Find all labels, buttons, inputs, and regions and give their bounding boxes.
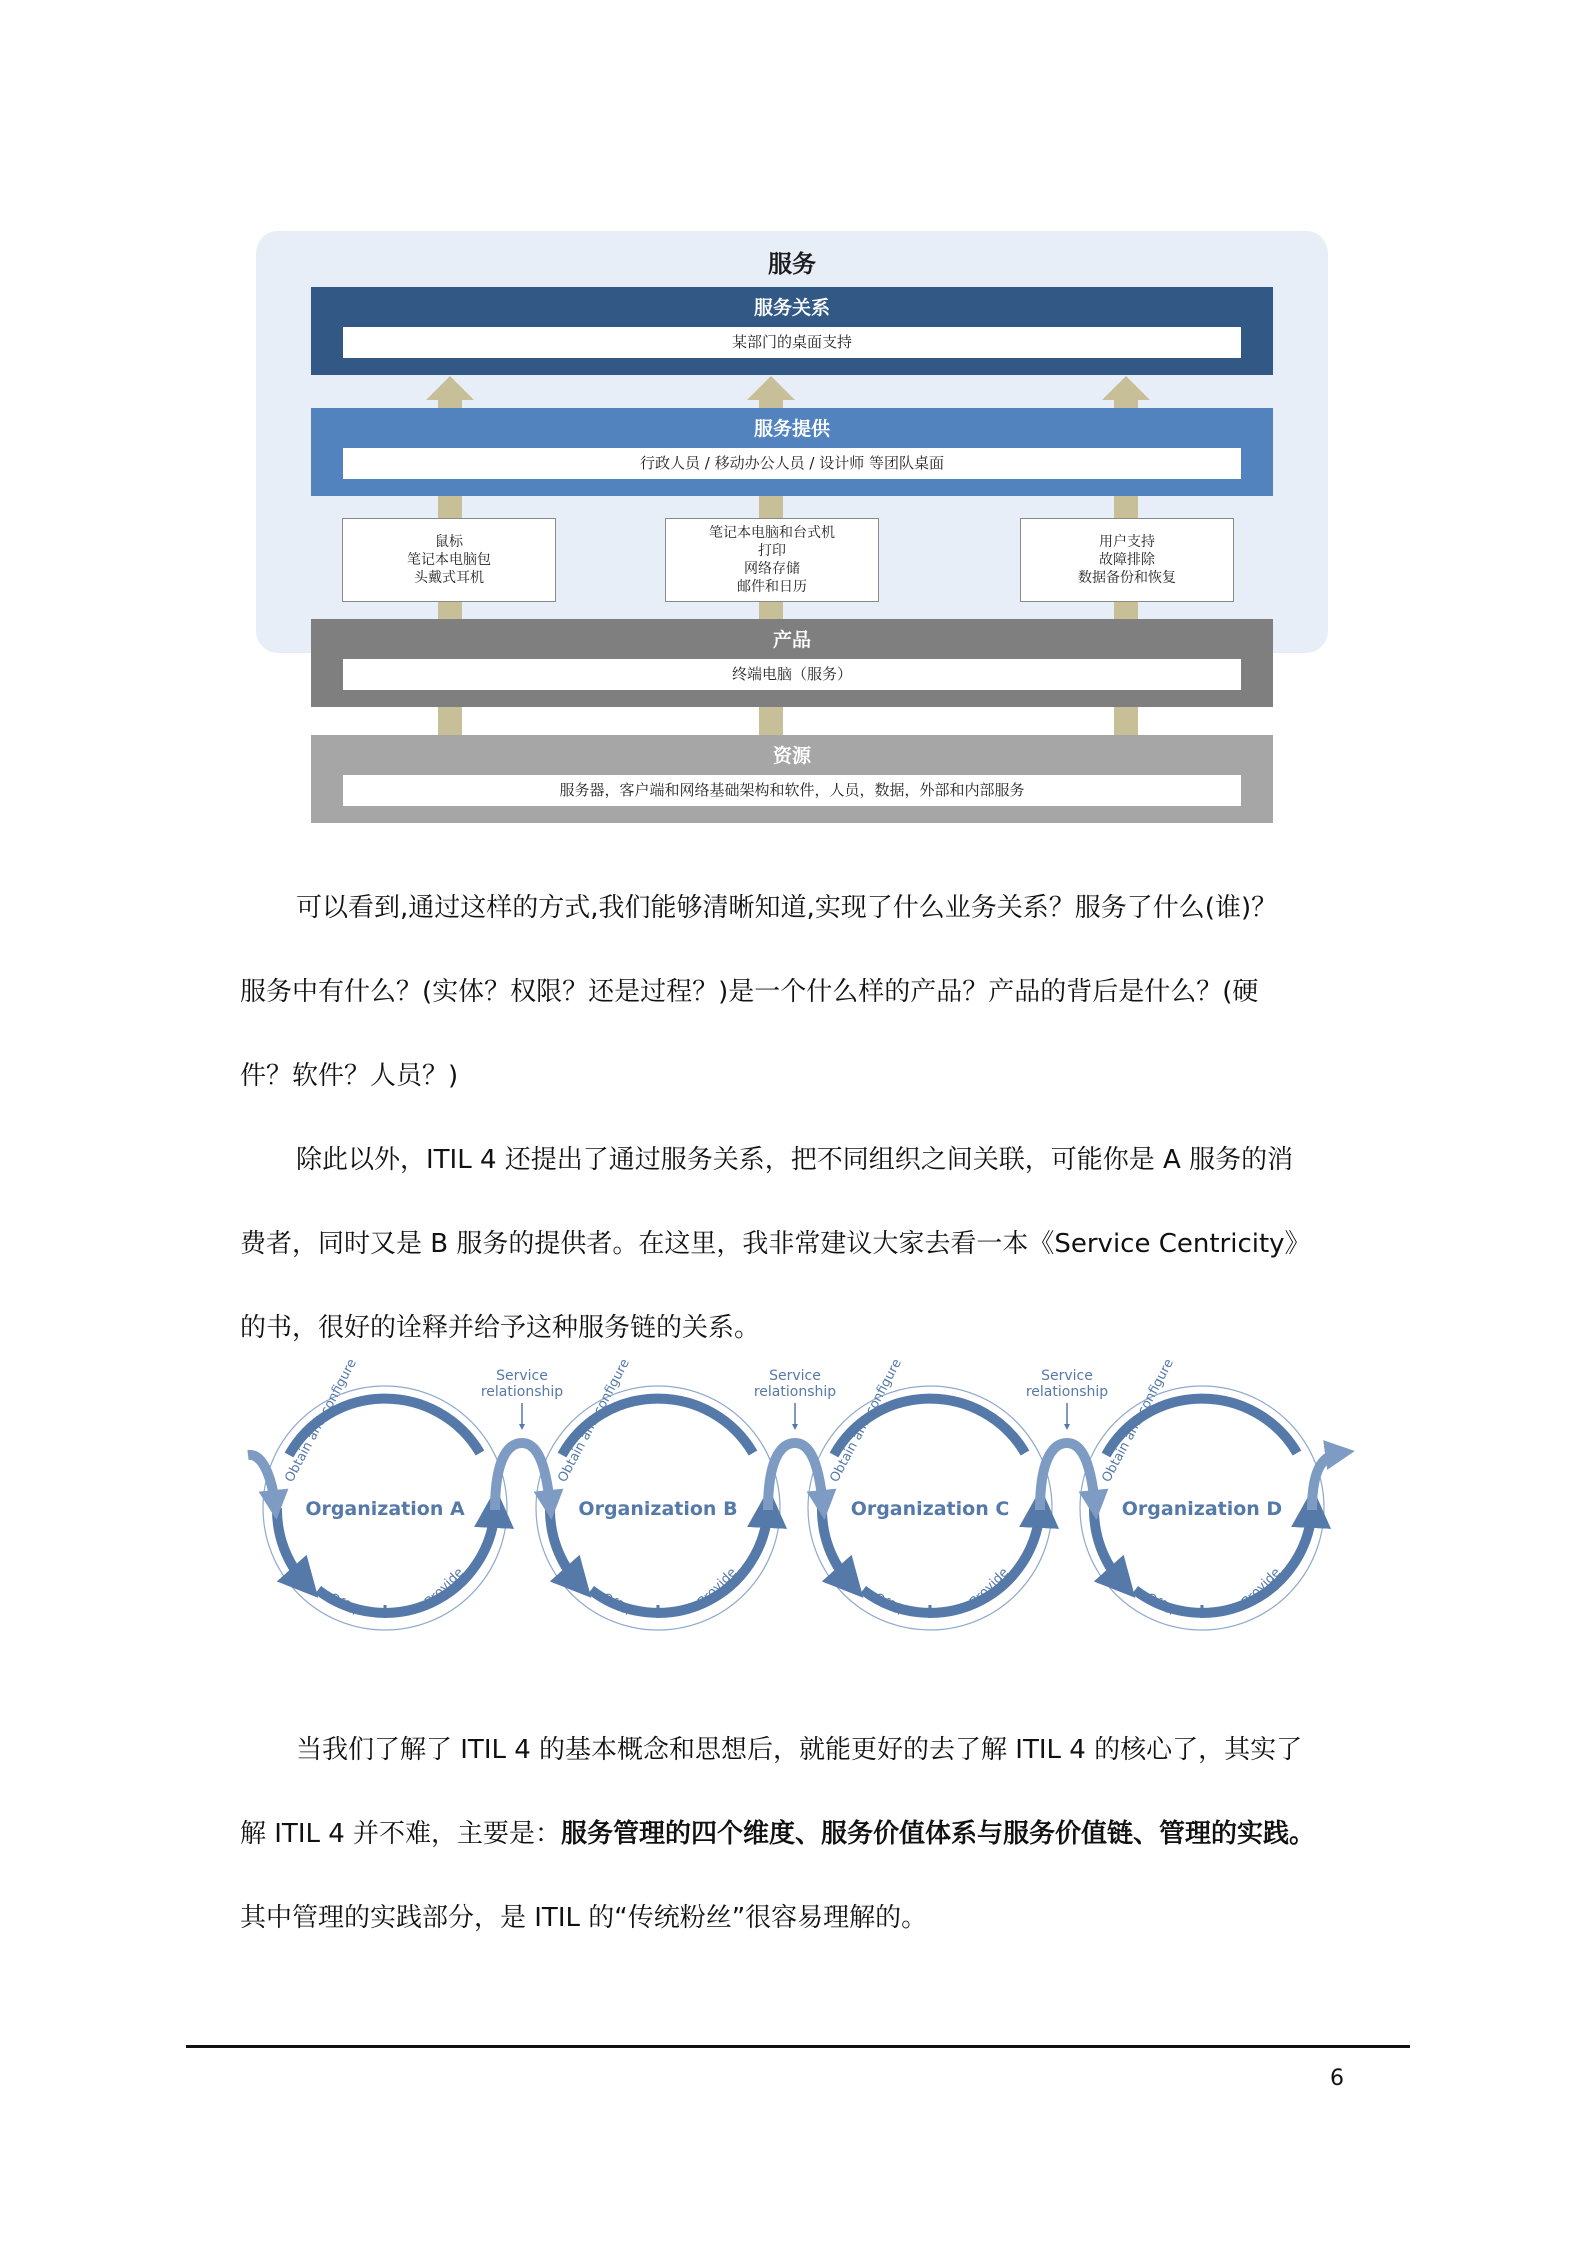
arc-label-offer: Offer xyxy=(1143,1590,1179,1620)
page-number: 6 xyxy=(1330,2066,1344,2091)
service-relationship-label: Service xyxy=(1041,1368,1093,1384)
service-relationship-label: Service xyxy=(496,1368,548,1384)
layer-title: 服务关系 xyxy=(753,297,830,319)
paragraph-3-line-2 xyxy=(240,1819,1352,1849)
paragraph-1-line-1: 可以看到,通过这样的方式,我们能够清晰知道,实现了什么业务关系？服务了什么(谁)？ xyxy=(296,893,1278,923)
layer-title: 资源 xyxy=(772,745,811,767)
layer-content: 行政人员 / 移动办公人员 / 设计师 等团队桌面 xyxy=(343,448,1241,479)
arc-label-provide: Provide xyxy=(695,1565,740,1610)
service-relationship-label: relationship xyxy=(480,1384,564,1400)
arrow-shaft xyxy=(438,399,462,408)
arrow-shaft xyxy=(759,399,783,408)
layer-product xyxy=(311,619,1273,707)
service-relationship-label: relationship xyxy=(1025,1384,1109,1400)
service-diagram-title: 服务 xyxy=(768,250,816,278)
layer-content: 某部门的桌面支持 xyxy=(343,327,1241,358)
arc-label-offer: Offer xyxy=(326,1590,362,1620)
footer-divider xyxy=(186,2045,1410,2048)
arc-label-obtain: Obtain and configure xyxy=(555,1356,633,1485)
item-box-support xyxy=(1020,518,1234,602)
layer-content: 服务器，客户端和网络基础架构和软件，人员，数据，外部和内部服务 xyxy=(343,775,1241,806)
arc-label-provide: Provide xyxy=(422,1565,467,1610)
up-arrow-icon xyxy=(747,376,795,400)
layer-service-relationship xyxy=(311,287,1273,375)
paragraph-2-line-3: 的书，很好的诠释并给予这种服务链的关系。 xyxy=(240,1313,761,1343)
arc-label-offer: Offer xyxy=(599,1590,635,1620)
service-relationship-label: relationship xyxy=(753,1384,837,1400)
item-line: 头戴式耳机 xyxy=(414,570,484,586)
item-line: 打印 xyxy=(758,543,786,559)
item-box-devices xyxy=(665,518,879,602)
layer-resources xyxy=(311,735,1273,823)
item-line: 网络存储 xyxy=(744,561,800,577)
outgoing-arc xyxy=(1312,1453,1340,1510)
service-relationship-label: Service xyxy=(769,1368,821,1384)
arrow-shaft xyxy=(1114,399,1138,408)
arrow-shaft xyxy=(759,706,783,736)
service-chain-diagram xyxy=(240,1355,1380,1655)
layer-content: 终端电脑（服务） xyxy=(343,659,1241,690)
item-line: 邮件和日历 xyxy=(737,579,807,595)
key-concepts-bold: 服务管理的四个维度、服务价值体系与服务价值链、管理的实践。 xyxy=(561,1819,1316,1849)
paragraph-1-line-2: 服务中有什么？(实体？权限？还是过程？)是一个什么样的产品？产品的背后是什么？(硬 xyxy=(240,977,1259,1007)
arc-label-provide: Provide xyxy=(1239,1565,1284,1610)
layer-title: 产品 xyxy=(772,629,811,651)
item-line: 用户支持 xyxy=(1099,534,1155,550)
arc-label-offer: Offer xyxy=(871,1590,907,1620)
paragraph-1-line-3: 件？软件？人员？) xyxy=(240,1061,459,1091)
up-arrow-icon xyxy=(426,376,474,400)
org-label-b: Organization B xyxy=(578,1498,738,1520)
arc-label-obtain: Obtain and configure xyxy=(1099,1356,1177,1485)
item-line: 鼠标 xyxy=(435,534,463,550)
arc-label-obtain: Obtain and configure xyxy=(827,1356,905,1485)
paragraph-3-line-2-prefix: 解 ITIL 4 并不难，主要是： xyxy=(240,1819,562,1849)
layer-service-provision xyxy=(311,408,1273,496)
item-line: 笔记本电脑包 xyxy=(407,552,491,568)
item-line: 笔记本电脑和台式机 xyxy=(709,525,835,541)
incoming-arc xyxy=(248,1455,275,1505)
org-label-c: Organization C xyxy=(850,1498,1010,1520)
item-line: 数据备份和恢复 xyxy=(1078,570,1176,586)
org-label-a: Organization A xyxy=(305,1498,465,1520)
layer-title: 服务提供 xyxy=(753,418,830,440)
up-arrow-icon xyxy=(1102,376,1150,400)
item-box-accessories xyxy=(342,518,556,602)
item-line: 故障排除 xyxy=(1099,552,1155,568)
arrow-shaft xyxy=(438,706,462,736)
org-label-d: Organization D xyxy=(1121,1498,1283,1520)
arc-label-provide: Provide xyxy=(967,1565,1012,1610)
paragraph-3-line-1: 当我们了解了 ITIL 4 的基本概念和思想后，就能更好的去了解 ITIL 4 的核心了，其实了 xyxy=(296,1735,1303,1765)
arc-label-obtain: Obtain and configure xyxy=(282,1356,360,1485)
paragraph-2-line-2: 费者，同时又是 B 服务的提供者。在这里，我非常建议大家去看一本《Service Centricity》 xyxy=(240,1229,1311,1259)
arrow-shaft xyxy=(1114,706,1138,736)
paragraph-2-line-1: 除此以外，ITIL 4 还提出了通过服务关系，把不同组织之间关联，可能你是 A 服务的消 xyxy=(296,1145,1294,1175)
paragraph-3-line-3: 其中管理的实践部分，是 ITIL 的“传统粉丝”很容易理解的。 xyxy=(240,1903,928,1933)
